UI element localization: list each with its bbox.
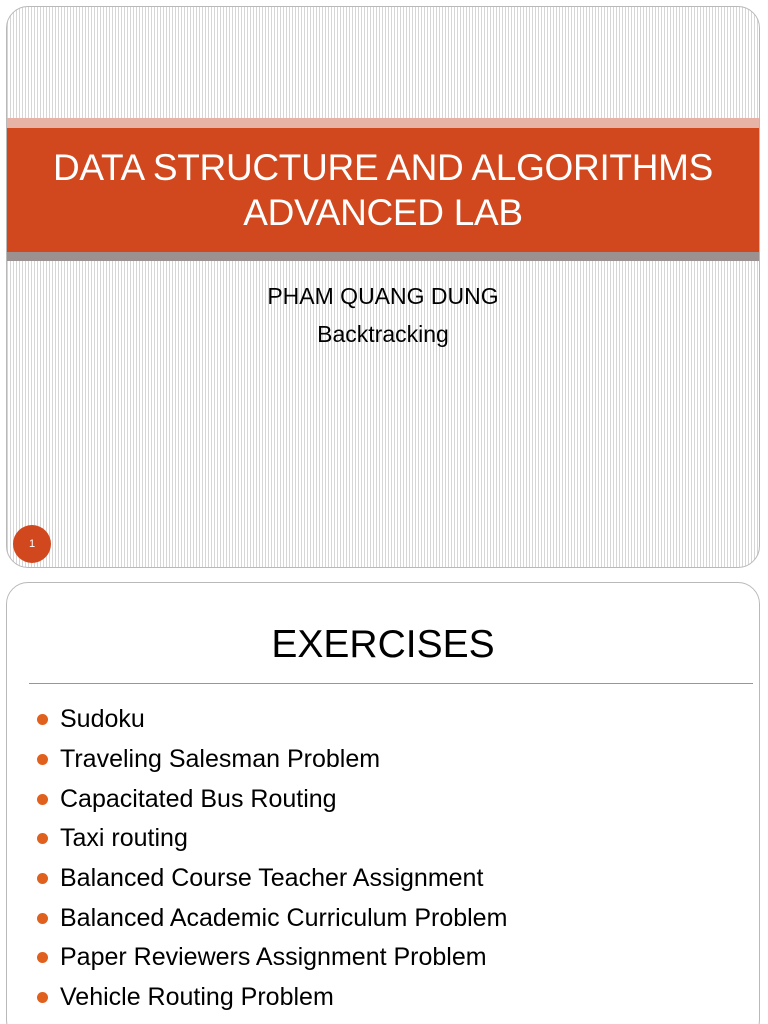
title-band xyxy=(7,128,759,252)
list-item-text: Balanced Academic Curriculum Problem xyxy=(60,903,508,932)
list-item xyxy=(37,819,507,859)
list-item xyxy=(37,740,507,780)
list-item xyxy=(37,779,507,819)
bullet-icon xyxy=(37,794,48,805)
list-item xyxy=(37,938,507,978)
bullet-icon xyxy=(37,714,48,725)
title-slide xyxy=(6,6,760,568)
list-item xyxy=(37,859,507,899)
list-item-text: Taxi routing xyxy=(60,824,188,853)
list-item-text: Vehicle Routing Problem xyxy=(60,983,334,1012)
accent-band-bottom xyxy=(7,252,759,261)
bullet-icon xyxy=(37,873,48,884)
exercise-list xyxy=(37,700,507,1018)
exercises-title: EXERCISES xyxy=(271,623,495,666)
list-item xyxy=(37,700,507,740)
bullet-icon xyxy=(37,754,48,765)
topic-name: Backtracking xyxy=(317,321,449,347)
slide-subtitle xyxy=(7,277,759,353)
slide-number-badge: 1 xyxy=(13,525,51,563)
slide-title-line-1: DATA STRUCTURE AND ALGORITHMS xyxy=(52,147,714,188)
author-name: PHAM QUANG DUNG xyxy=(267,283,499,309)
list-item-text: Traveling Salesman Problem xyxy=(60,745,381,774)
accent-band-top xyxy=(7,118,759,128)
bullet-icon xyxy=(37,952,48,963)
slide-title-line-2: ADVANCED LAB xyxy=(243,192,523,233)
title-divider xyxy=(29,683,753,684)
bullet-icon xyxy=(37,833,48,844)
list-item-text: Sudoku xyxy=(60,705,145,734)
list-item xyxy=(37,978,507,1018)
exercises-slide xyxy=(6,582,760,1024)
list-item-text: Balanced Course Teacher Assignment xyxy=(60,864,484,893)
bullet-icon xyxy=(37,913,48,924)
list-item xyxy=(37,898,507,938)
bullet-icon xyxy=(37,992,48,1003)
list-item-text: Capacitated Bus Routing xyxy=(60,784,337,813)
slide-title xyxy=(53,145,713,235)
list-item-text: Paper Reviewers Assignment Problem xyxy=(60,943,487,972)
